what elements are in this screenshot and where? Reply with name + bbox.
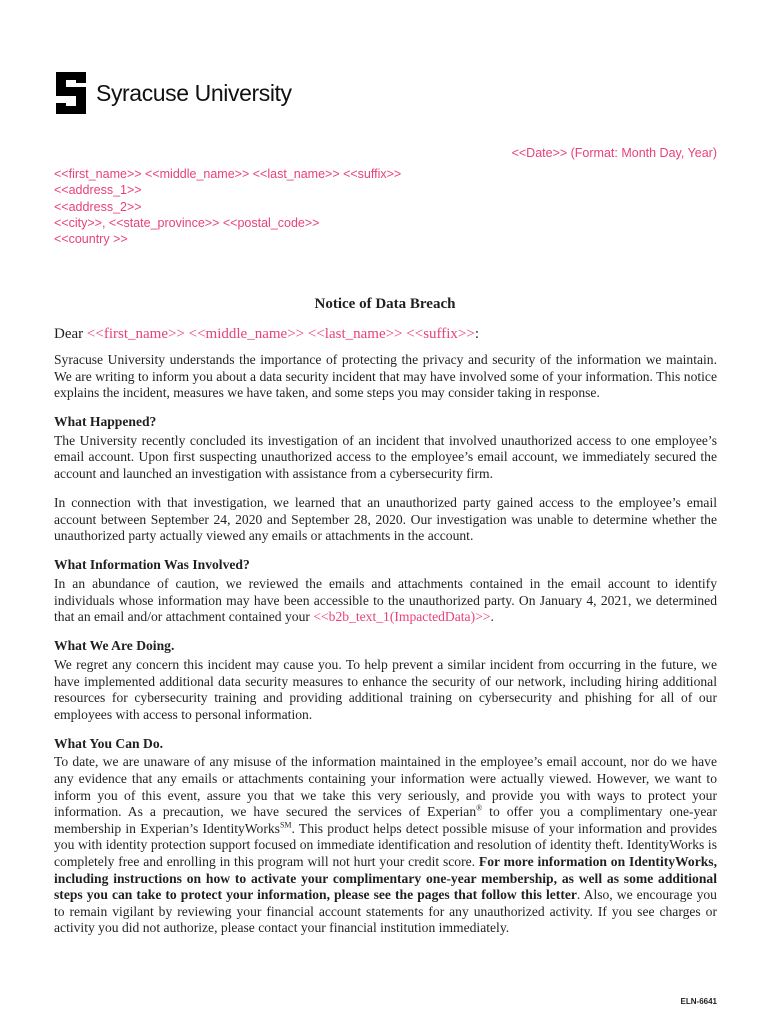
address-line: <<country >> <box>54 232 128 247</box>
registered-mark: ® <box>476 803 483 813</box>
syracuse-logo <box>54 72 292 114</box>
section-heading-what-we-are-doing: What We Are Doing. <box>54 638 175 654</box>
information-involved-paragraph <box>54 576 717 626</box>
intro-paragraph: Syracuse University understands the importance of protecting the privacy and security of the information we maintain. We are writing to inform you about a data security incident that may have involved some of your information. This notice explains the incident, measures we have taken, and some steps you may consider taking in response. <box>54 352 717 401</box>
what-happened-paragraph-1: The University recently concluded its investigation of an incident that involved unauthorized access to one employee’s email account. Upon first suspecting unauthorized access to the employee’s email account, we immediately secured the account and launched an investigation with assistance from a cybersecurity firm. <box>54 432 717 482</box>
address-line: <<city>>, <<state_province>> <<postal_code>> <box>54 215 320 230</box>
you-can-do-text-3: . This product helps detect possible misuse of your information and provides you with identity protection support focused on immediate identification and resolution of identity theft. IdentityWorks is completely free and enrolling in this program will not hurt your credit score. <box>54 820 717 869</box>
section-heading-information-involved: What Information Was Involved? <box>54 557 250 573</box>
you-can-do-text-4: . Also, we encourage you to remain vigilant by reviewing your financial account statements for any unauthorized activity. If you see charges or activity you did not authorize, please contact your financial institution immediately. <box>54 887 717 936</box>
letter-title: Notice of Data Breach <box>314 296 456 312</box>
information-involved-text: In an abundance of caution, we reviewed the emails and attachments contained in the email account to identify individuals whose information may have been accessible to the unauthorized party. On January 4, 2021, we determined that an email and/or attachment contained your <box>54 576 717 625</box>
service-mark: SM <box>279 820 292 830</box>
you-can-do-text-2: to offer you a complimentary one-year membership in Experian’s IdentityWorks <box>54 804 717 836</box>
you-can-do-bold-text: For more information on IdentityWorks, including instructions on how to activate your complimentary one-year membership, as well as some additional steps you can take to protect your information, please see the pages that follow this letter <box>54 853 717 903</box>
what-happened-paragraph-2: In connection with that investigation, we learned that an unauthorized party gained access to the employee’s email account between September 24, 2020 and September 28, 2020. Our investigation was unable to determine whether the unauthorized party actually viewed any emails or attachments in the account. <box>54 495 717 544</box>
what-we-are-doing-paragraph: We regret any concern this incident may cause you. To help prevent a similar incident from occurring in the future, we have implemented additional data security measures to enhance the security of our network, including hiring additional resources for cybersecurity training and providing additional training on cybersecurity and phishing for all of our employees with access to personal information. <box>54 656 717 722</box>
salutation <box>54 326 479 343</box>
what-you-can-do-paragraph <box>54 754 717 937</box>
recipient-address <box>54 166 401 247</box>
letter-body <box>54 352 717 949</box>
address-line: <<address_2>> <box>54 199 142 214</box>
logo-wordmark: Syracuse University <box>96 79 292 106</box>
address-line: <<address_1>> <box>54 183 142 198</box>
salutation-name: <<first_name>> <<middle_name>> <<last_name>> <<suffix>> <box>86 326 475 342</box>
salutation-colon: : <box>474 326 480 342</box>
impacted-data-placeholder: <<b2b_text_1(ImpactedData)>> <box>313 609 491 625</box>
section-heading-what-you-can-do: What You Can Do. <box>54 735 164 751</box>
document-code: ELN-6641 <box>680 997 717 1006</box>
section-heading-what-happened: What Happened? <box>54 414 157 430</box>
date-placeholder: <<Date>> (Format: Month Day, Year) <box>511 146 717 160</box>
block-s-logo-icon <box>54 72 88 114</box>
salutation-prefix: Dear <box>54 326 87 342</box>
you-can-do-text-1: To date, we are unaware of any misuse of the information maintained in the employee’s email account, nor do we have any evidence that any emails or attachments containing your information were actually viewed. However, we want to inform you of this event, assure you that we take this very seriously, and provide you with ways to protect your information. As a precaution, we have secured the services of Experian <box>54 754 717 820</box>
information-involved-end: . <box>490 609 494 625</box>
address-line: <<first_name>> <<middle_name>> <<last_name>> <<suffix>> <box>54 167 402 181</box>
